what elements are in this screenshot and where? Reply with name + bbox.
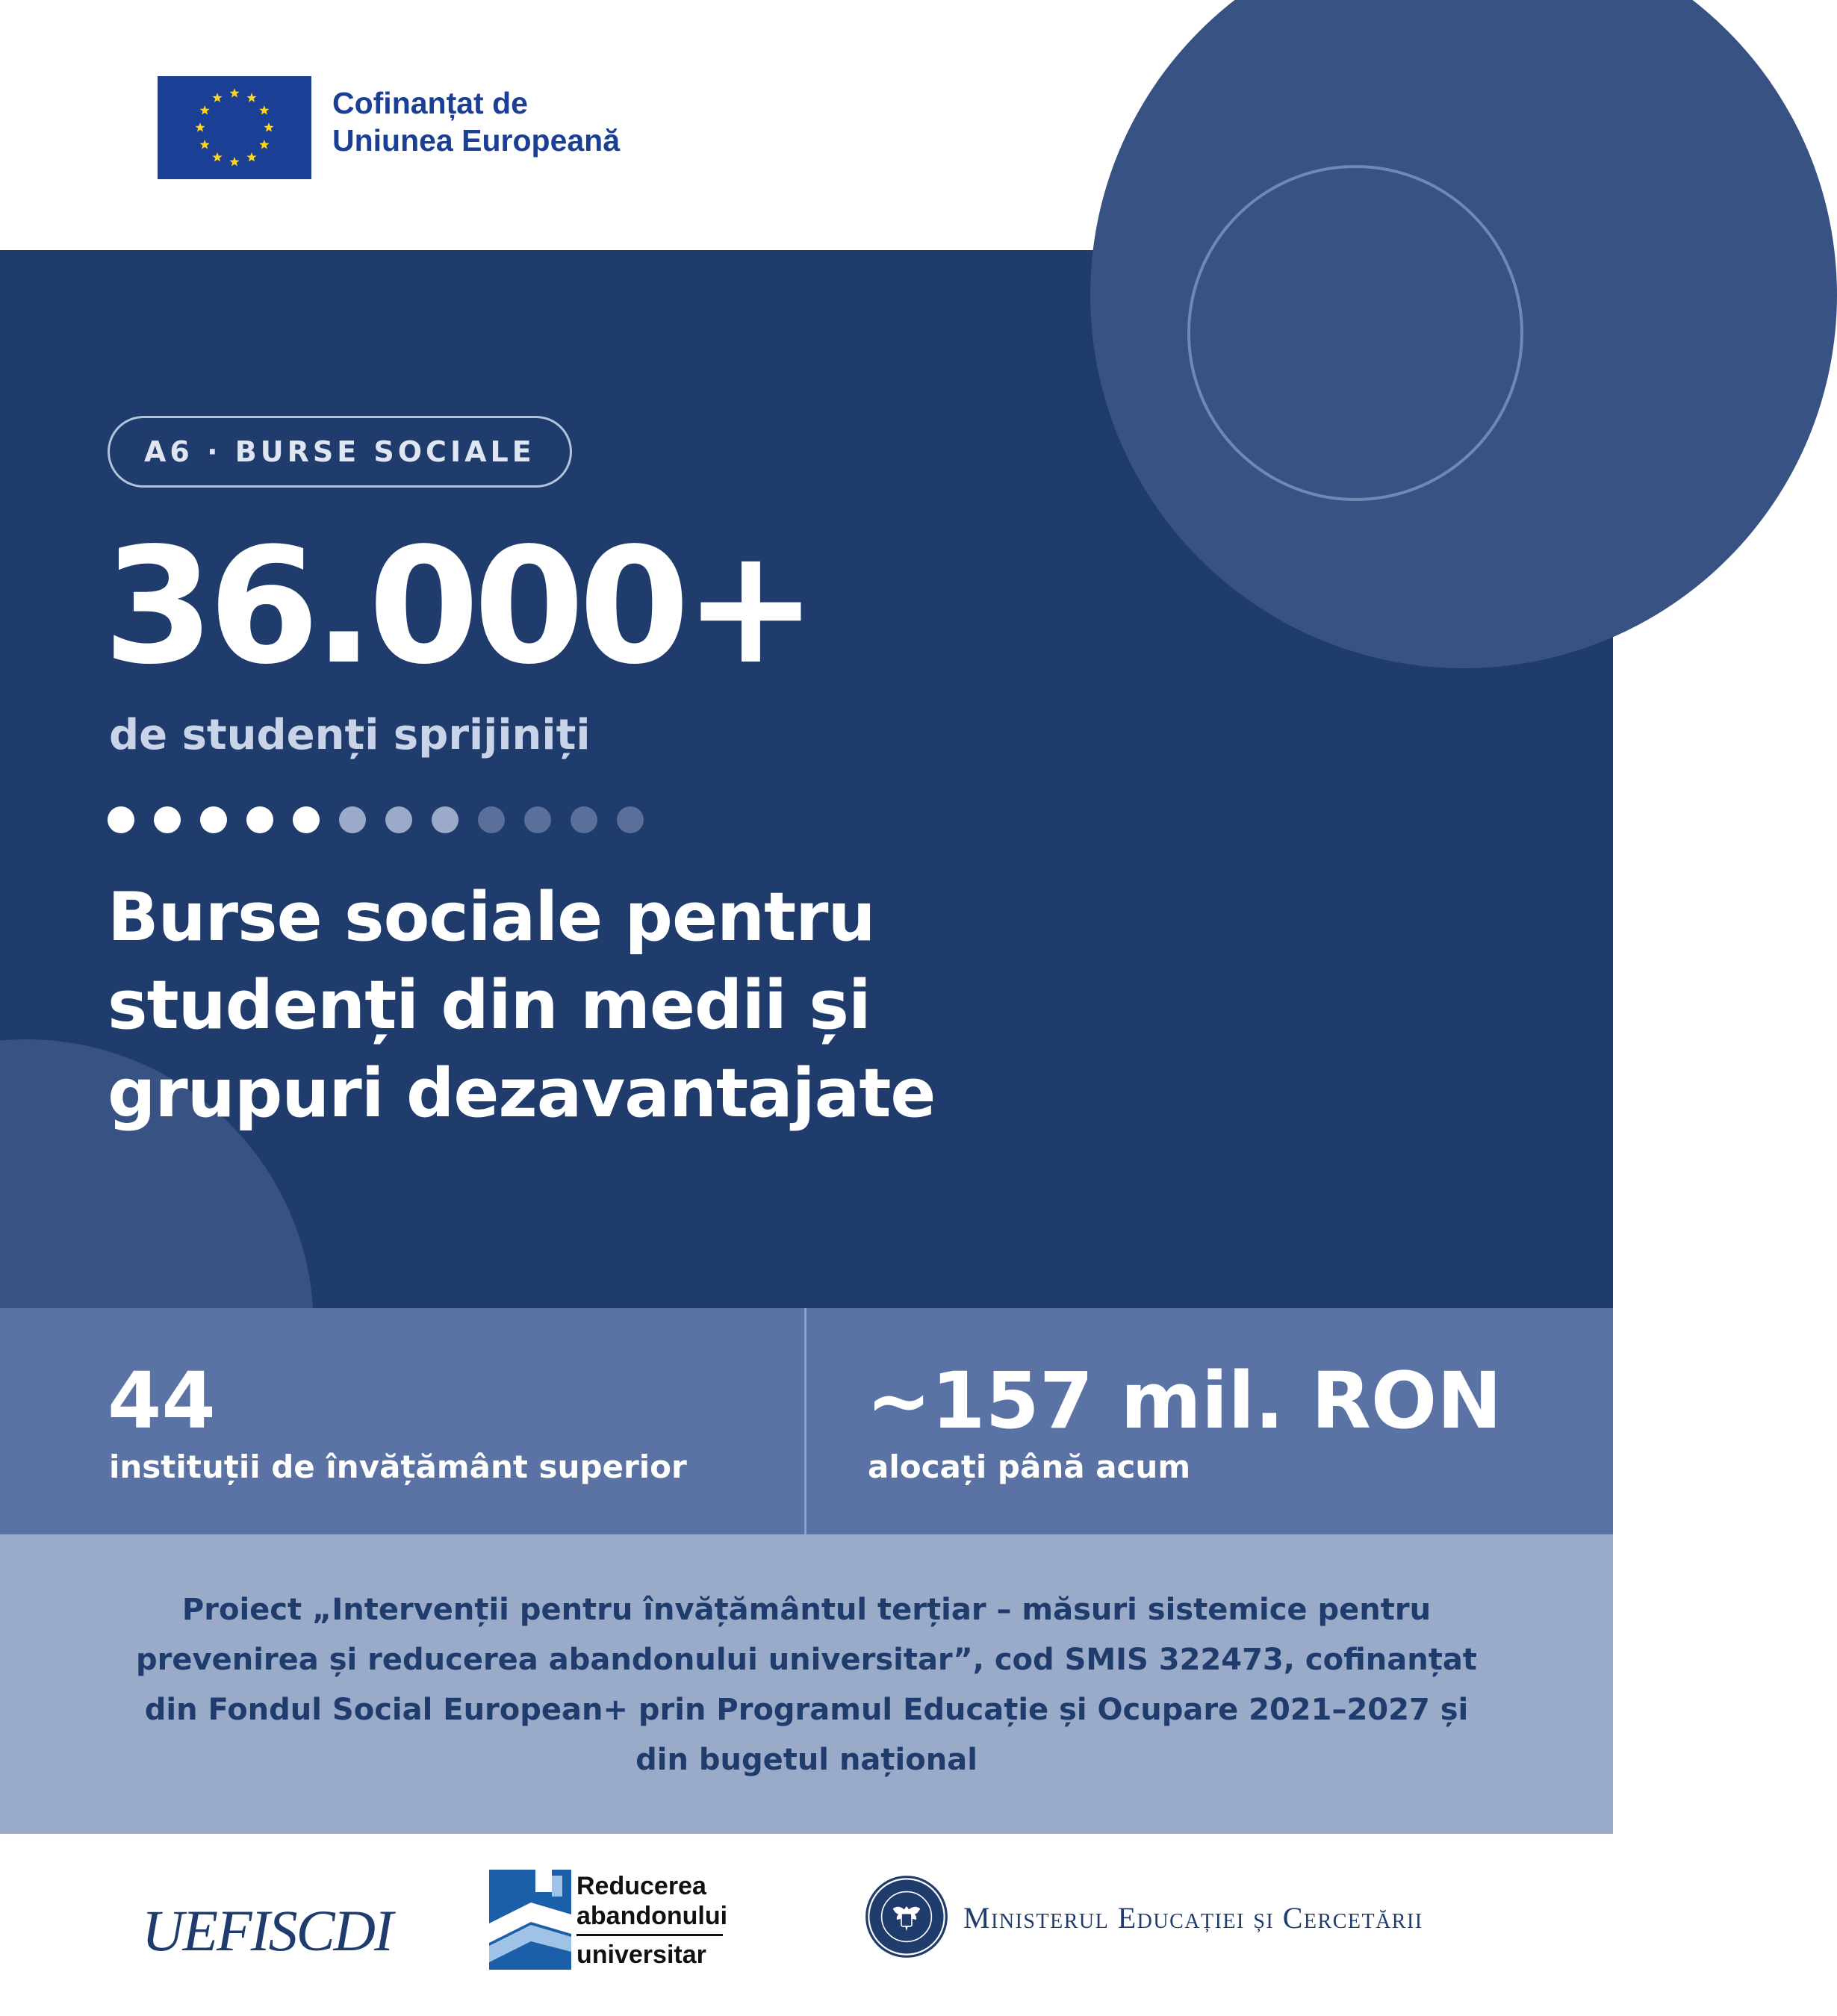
ministry-name: Ministerul Educației și Cercetării <box>963 1901 1423 1935</box>
progress-dot <box>524 806 551 833</box>
progress-dots <box>108 806 644 833</box>
progress-dot <box>478 806 505 833</box>
reducerea-abandonului-logo-icon <box>489 1870 571 1970</box>
headline-line-1: Burse sociale pentru <box>108 878 875 956</box>
reducerea-line-1: Reducerea <box>576 1872 706 1900</box>
guvernul-romaniei-seal-small-icon <box>865 1875 948 1959</box>
eu-flag-icon <box>158 76 311 179</box>
stats-divider <box>804 1308 806 1534</box>
institutions-label: instituții de învățământ superior <box>109 1449 687 1485</box>
headline-line-3: grupuri dezavantajate <box>108 1054 936 1133</box>
progress-dot <box>339 806 366 833</box>
reducerea-line-2: abandonului <box>576 1902 728 1930</box>
headline <box>108 874 1228 1138</box>
funding-label: alocați până acum <box>868 1449 1191 1485</box>
project-description <box>0 1534 1613 1834</box>
progress-dot <box>432 806 459 833</box>
progress-dot <box>385 806 412 833</box>
reducerea-divider-line <box>576 1934 723 1936</box>
eu-cofinancing-text <box>332 84 750 159</box>
footer-logos <box>0 1834 1613 2016</box>
project-line-2: prevenirea și reducerea abandonului universitar”, cod SMIS 322473, cofinanțat <box>136 1643 1477 1677</box>
progress-dot <box>154 806 181 833</box>
project-line-3: din Fondul Social European+ prin Programul Educație și Ocupare 2021–2027 și <box>144 1693 1469 1727</box>
hero-section <box>0 250 1613 1308</box>
reducerea-line-3: universitar <box>576 1941 706 1969</box>
progress-dot <box>200 806 227 833</box>
progress-dot <box>293 806 320 833</box>
reducerea-abandonului-text <box>576 1871 727 1970</box>
eu-line-2: Uniunea Europeană <box>332 123 621 158</box>
progress-dot <box>617 806 644 833</box>
eu-line-1: Cofinanțat de <box>332 86 528 120</box>
students-caption: de studenți sprijiniți <box>109 711 591 759</box>
progress-dot <box>108 806 134 833</box>
stats-band <box>0 1308 1613 1534</box>
progress-dot <box>571 806 597 833</box>
progress-dot <box>246 806 273 833</box>
uefiscdi-logo <box>142 1886 392 1976</box>
headline-line-2: studenți din medii și <box>108 966 871 1045</box>
project-line-1: Proiect „Intervenții pentru învățământul terțiar – măsuri sistemice pentru <box>181 1593 1432 1627</box>
uefiscdi-logo-text: UEFISCDI <box>142 1898 392 1963</box>
institutions-count: 44 <box>108 1355 216 1446</box>
decorative-ring <box>1187 165 1523 501</box>
project-line-4: din bugetul național <box>635 1743 977 1777</box>
category-badge: A6 · BURSE SOCIALE <box>108 416 572 488</box>
funding-amount: ~157 mil. RON <box>866 1355 1502 1446</box>
students-count: 36.000+ <box>103 514 812 700</box>
project-text <box>97 1585 1516 1785</box>
